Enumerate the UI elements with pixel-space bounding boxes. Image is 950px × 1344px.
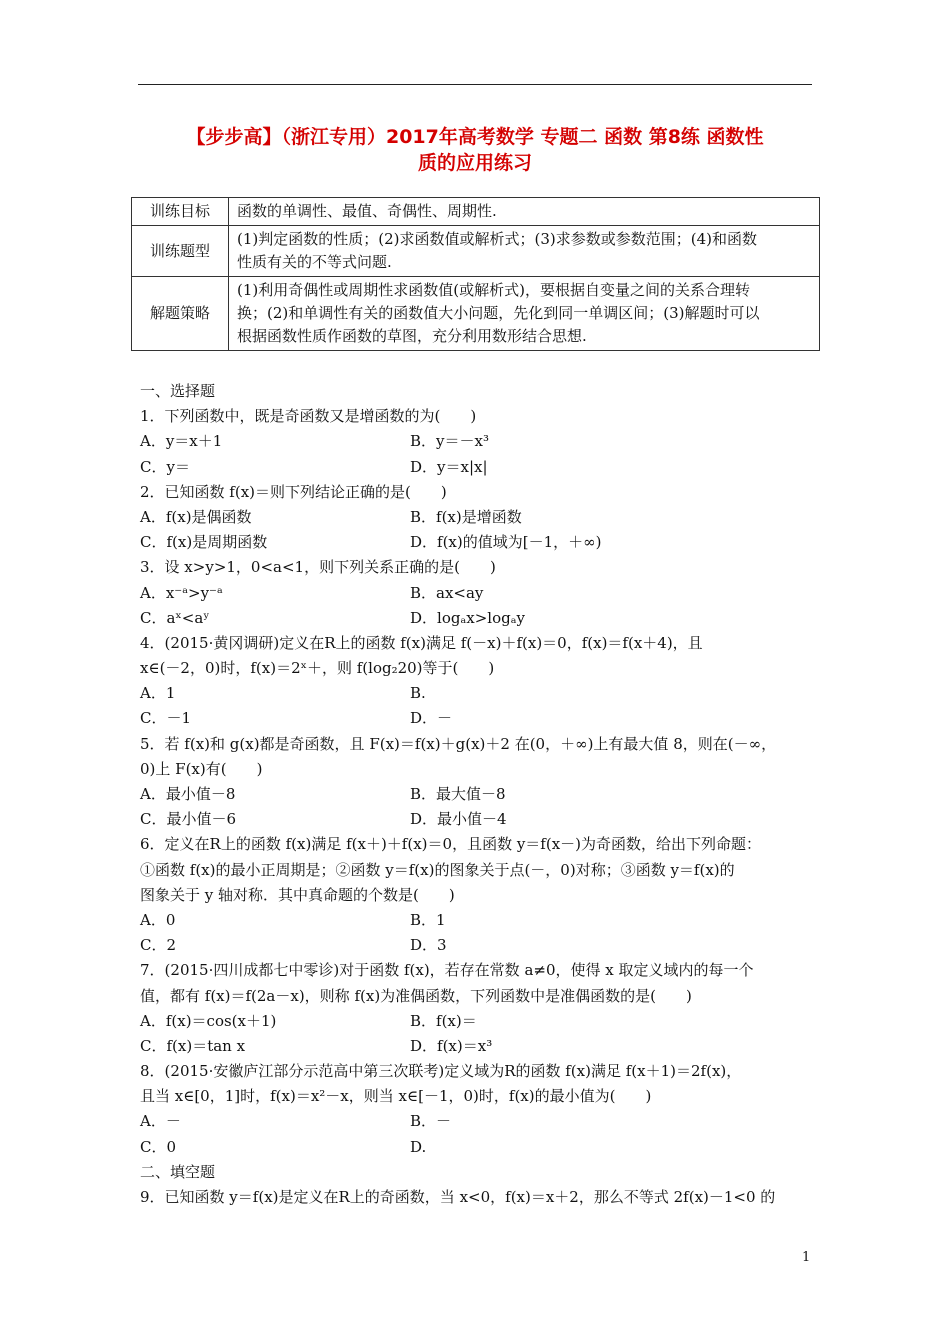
line-text: A．0 <box>140 910 176 929</box>
content-line <box>140 832 820 857</box>
content-line <box>140 933 820 958</box>
row-text-line: 函数的单调性、最值、奇偶性、周期性. <box>237 202 497 220</box>
option-text: B．f(x)是增函数 <box>410 507 522 526</box>
content-line <box>140 1034 820 1059</box>
row-label: 训练题型 <box>132 226 229 277</box>
line-text: C．f(x)＝tan x <box>140 1036 246 1055</box>
row-text <box>229 198 820 226</box>
option-text: B．f(x)＝ <box>410 1011 477 1030</box>
table-row <box>132 277 820 351</box>
content-line <box>140 1185 820 1210</box>
title-line-1: 【步步高】（浙江专用）2017年高考数学 专题二 函数 第8练 函数性 <box>186 126 764 148</box>
content-line <box>140 883 820 908</box>
option-text: D．－ <box>410 709 453 728</box>
content-line <box>140 757 820 782</box>
line-text: A．最小值－8 <box>140 785 236 803</box>
line-text: ①函数 f(x)的最小正周期是；②函数 y＝f(x)的图象关于点(－，0)对称；③函数 y＝f(x)的 <box>140 860 735 879</box>
option-text: B．最大值－8 <box>410 785 506 803</box>
option-text: D．y＝x|x| <box>410 457 488 476</box>
content-line <box>140 1160 820 1185</box>
content-line <box>140 908 820 933</box>
line-text: 且当 x∈[0，1]时，f(x)＝x²－x，则当 x∈[－1，0)时，f(x)的最小值为( ) <box>140 1087 652 1106</box>
content-line <box>140 530 820 555</box>
line-text: x∈(－2，0)时，f(x)＝2ˣ＋，则 f(log₂20)等于( ) <box>140 659 495 678</box>
content-line <box>140 958 820 983</box>
content-line <box>140 581 820 606</box>
line-text: C．最小值－6 <box>140 810 237 829</box>
content-line <box>140 606 820 631</box>
question-content <box>140 379 820 1210</box>
line-text: A．x⁻ᵃ>y⁻ᵃ <box>140 583 223 602</box>
line-text: 7．(2015·四川成都七中零诊)对于函数 f(x)，若存在常数 a≠0，使得 x 取定义域内的每一个 <box>140 961 754 980</box>
line-text: 一、选择题 <box>140 382 216 400</box>
content-line <box>140 455 820 480</box>
line-text: A．1 <box>140 684 176 703</box>
content-line <box>140 404 820 429</box>
content-line <box>140 782 820 807</box>
header-rule <box>138 84 812 85</box>
content-line <box>140 429 820 454</box>
content-line <box>140 631 820 656</box>
row-text-line: 性质有关的不等式问题. <box>237 253 392 271</box>
option-text: D．3 <box>410 936 447 955</box>
option-text: D. <box>410 1137 427 1156</box>
option-text: D．最小值－4 <box>410 810 507 829</box>
line-text: 1．下列函数中，既是奇函数又是增函数的为( ) <box>140 407 477 426</box>
content-line <box>140 555 820 580</box>
row-label: 训练目标 <box>132 198 229 226</box>
content-line <box>140 858 820 883</box>
option-text: B．ax<ay <box>410 583 484 602</box>
content-line <box>140 1059 820 1084</box>
row-label: 解题策略 <box>132 277 229 351</box>
row-text-line: (1)利用奇偶性或周期性求函数值(或解析式)，要根据自变量之间的关系合理转 <box>237 281 750 299</box>
content-line <box>140 379 820 404</box>
content-line <box>140 656 820 681</box>
line-text: 3．设 x>y>1，0<a<1，则下列关系正确的是( ) <box>140 558 496 577</box>
line-text: A．－ <box>140 1112 181 1131</box>
line-text: A．y＝x＋1 <box>140 432 223 451</box>
page-number: 1 <box>802 1250 811 1265</box>
content-line <box>140 681 820 706</box>
line-text: C．－1 <box>140 709 192 728</box>
content-line <box>140 1009 820 1034</box>
title-line-2: 质的应用练习 <box>417 152 532 174</box>
line-text: C．f(x)是周期函数 <box>140 533 268 552</box>
line-text: C．y＝ <box>140 457 190 476</box>
option-text: D．f(x)＝x³ <box>410 1036 493 1055</box>
line-text: C．2 <box>140 936 177 955</box>
content-line <box>140 807 820 832</box>
row-text-line: 换；(2)和单调性有关的函数值大小问题，先化到同一单调区间；(3)解题时可以 <box>237 304 760 322</box>
table-row <box>132 198 820 226</box>
option-text: B．－ <box>410 1112 452 1131</box>
line-text: 5．若 f(x)和 g(x)都是奇函数，且 F(x)＝f(x)＋g(x)＋2 在(0，＋∞)上有最大值 8，则在(－∞， <box>140 734 777 753</box>
content-line <box>140 480 820 505</box>
line-text: A．f(x)＝cos(x＋1) <box>140 1011 277 1030</box>
row-text <box>229 226 820 277</box>
line-text: A．f(x)是偶函数 <box>140 507 252 526</box>
content-line <box>140 706 820 731</box>
option-text: D．f(x)的值域为[－1，＋∞) <box>410 533 602 552</box>
line-text: C．0 <box>140 1137 177 1156</box>
training-info-table <box>131 197 820 351</box>
content-line <box>140 1135 820 1160</box>
document-title <box>130 124 820 176</box>
content-line <box>140 984 820 1009</box>
line-text: 2．已知函数 f(x)＝则下列结论正确的是( ) <box>140 482 447 501</box>
line-text: 4．(2015·黄冈调研)定义在R上的函数 f(x)满足 f(－x)＋f(x)＝0，f(x)＝f(x＋4)，且 <box>140 633 703 652</box>
line-text: 6．定义在R上的函数 f(x)满足 f(x＋)＋f(x)＝0，且函数 y＝f(x－)为奇函数，给出下列命题： <box>140 835 762 854</box>
row-text <box>229 277 820 351</box>
line-text: 9．已知函数 y＝f(x)是定义在R上的奇函数，当 x<0，f(x)＝x＋2，那么不等式 2f(x)－1<0 的 <box>140 1188 776 1206</box>
line-text: 图象关于 y 轴对称．其中真命题的个数是( ) <box>140 885 455 904</box>
option-text: B．y＝－x³ <box>410 432 489 451</box>
content-line <box>140 1084 820 1109</box>
row-text-line: (1)判定函数的性质；(2)求函数值或解析式；(3)求参数或参数范围；(4)和函数 <box>237 230 757 248</box>
option-text: B．1 <box>410 910 446 929</box>
line-text: 二、填空题 <box>140 1162 216 1181</box>
row-text-line: 根据函数性质作函数的草图，充分利用数形结合思想. <box>237 327 587 345</box>
content-line <box>140 1109 820 1134</box>
option-text: B. <box>410 684 426 703</box>
table-row <box>132 226 820 277</box>
content-line <box>140 505 820 530</box>
line-text: 8．(2015·安徽庐江部分示范高中第三次联考)定义域为R的函数 f(x)满足 f(x＋1)＝2f(x)， <box>140 1062 742 1081</box>
line-text: C．aˣ<aʸ <box>140 608 210 627</box>
content-line <box>140 732 820 757</box>
line-text: 值，都有 f(x)＝f(2a－x)，则称 f(x)为准偶函数，下列函数中是准偶函数的是( ) <box>140 986 692 1005</box>
line-text: 0)上 F(x)有( ) <box>140 759 263 778</box>
option-text: D．logₐx>logₐy <box>410 608 525 627</box>
